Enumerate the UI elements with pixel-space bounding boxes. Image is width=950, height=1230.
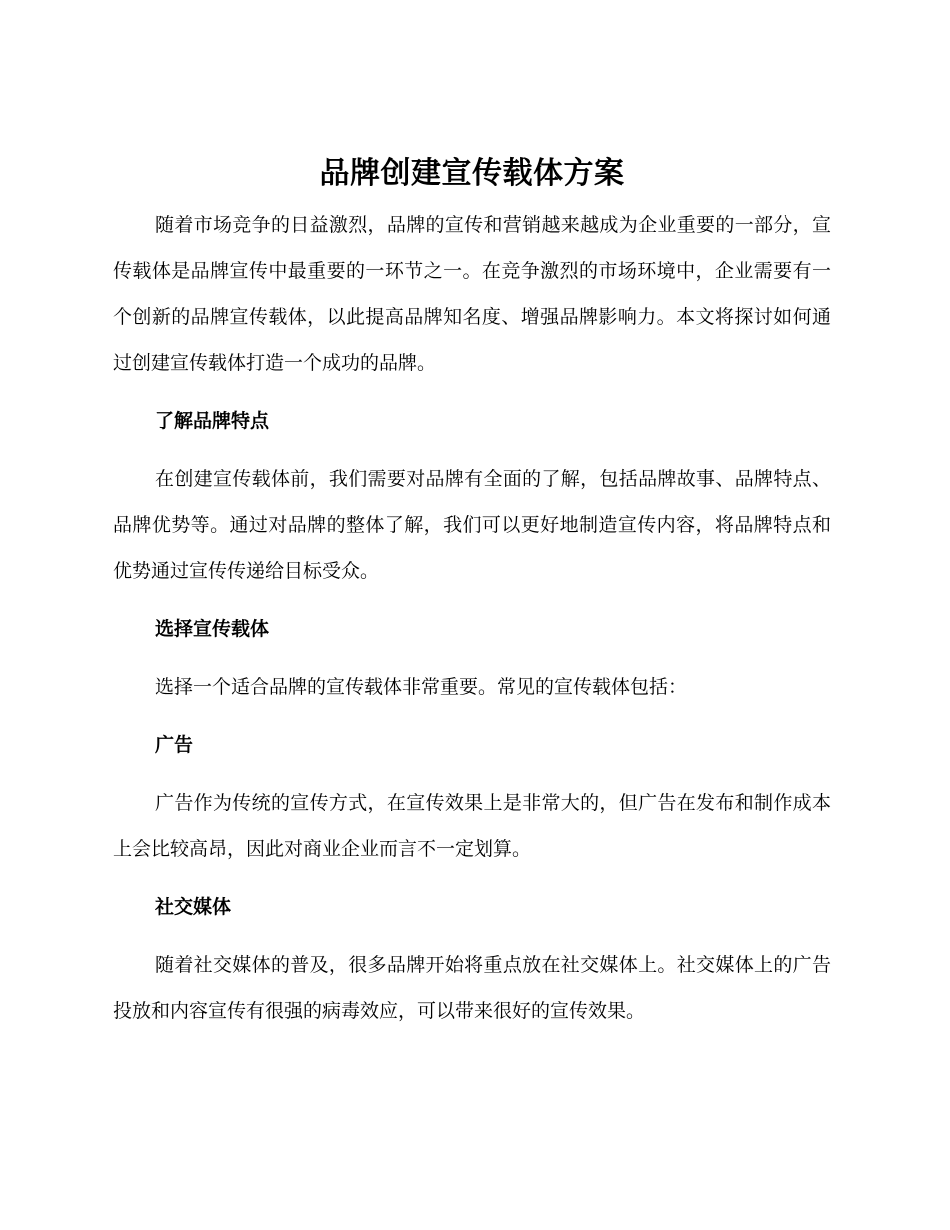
section-body-choose-carrier: 选择一个适合品牌的宣传载体非常重要。常见的宣传载体包括： — [155, 676, 688, 698]
section-heading-advertising: 广告 — [155, 734, 194, 756]
intro-paragraph: 随着市场竞争的日益激烈，品牌的宣传和营销越来越成为企业重要的一部分，宣传载体是品牌宣传中最重要的一环节之一。在竞争激烈的市场环境中，企业需要有一个创新的品牌宣传载体，以此提高品牌知名度、增强品牌影响力。本文将探讨如何通过创建宣传载体打造一个成功的品牌。 — [113, 214, 831, 374]
section-heading-social-media: 社交媒体 — [155, 896, 232, 918]
document-title: 品牌创建宣传载体方案 — [319, 156, 625, 191]
section-body-social-media: 随着社交媒体的普及，很多品牌开始将重点放在社交媒体上。社交媒体上的广告投放和内容宣传有很强的病毒效应，可以带来很好的宣传效果。 — [113, 954, 831, 1022]
document-body — [113, 148, 831, 1034]
section-heading-choose-carrier: 选择宣传载体 — [155, 618, 270, 640]
section-heading-brand-traits: 了解品牌特点 — [155, 410, 270, 432]
section-body-advertising: 广告作为传统的宣传方式，在宣传效果上是非常大的，但广告在发布和制作成本上会比较高昂，因此对商业企业而言不一定划算。 — [113, 792, 831, 860]
section-body-brand-traits: 在创建宣传载体前，我们需要对品牌有全面的了解，包括品牌故事、品牌特点、品牌优势等。通过对品牌的整体了解，我们可以更好地制造宣传内容，将品牌特点和优势通过宣传传递给目标受众。 — [113, 468, 831, 582]
